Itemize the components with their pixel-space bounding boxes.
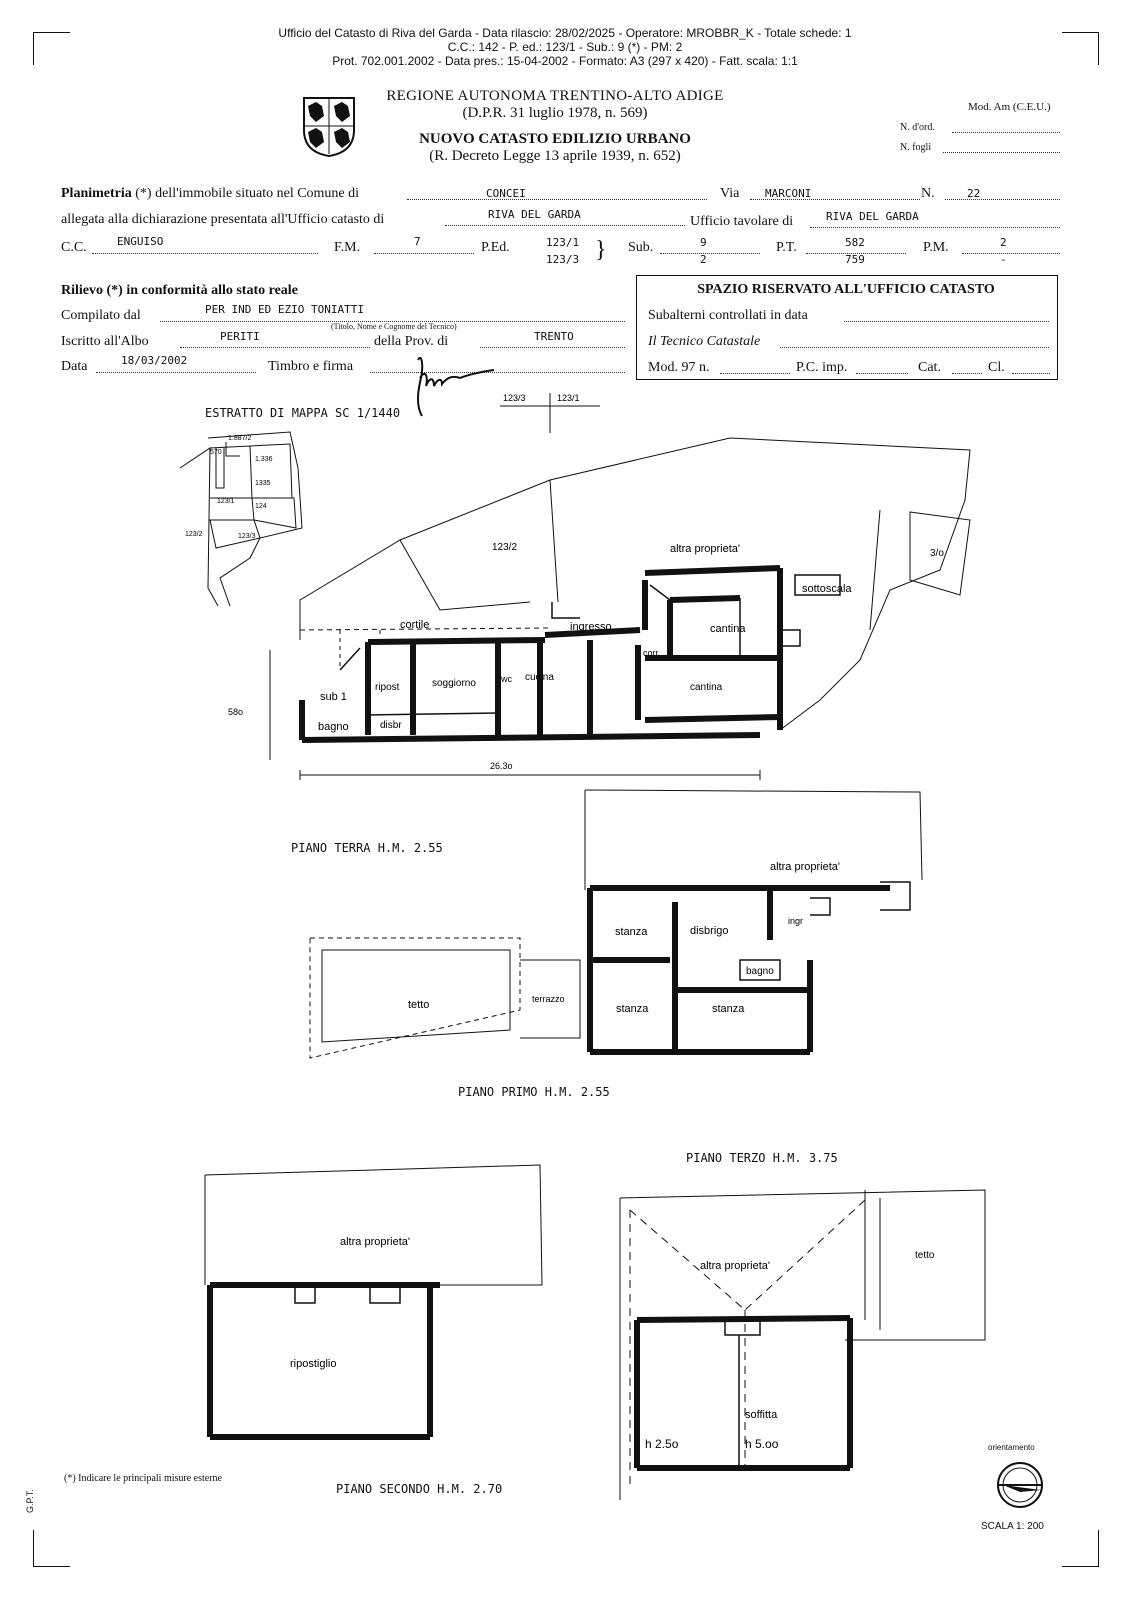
planimetria-row [61, 186, 359, 202]
catasto-title: NUOVO CATASTO EDILIZIO URBANO [419, 131, 691, 147]
room-bagno: bagno [746, 966, 774, 977]
footer-note: (*) Indicare le principali misure esterne [64, 1473, 222, 1484]
room-cantina-2: cantina [690, 682, 723, 693]
parcel-label-1: 570 [210, 449, 222, 456]
sub-value-1: 9 [700, 236, 707, 249]
pm-line [962, 253, 1060, 254]
compass-icon [995, 1460, 1045, 1510]
albo-value: PERITI [220, 330, 260, 343]
comune-value: CONCEI [486, 187, 526, 200]
corner-mark-tl [33, 32, 70, 65]
parcel-label-0: 1.887/2 [228, 435, 252, 442]
room-altra-proprieta: altra proprieta' [670, 543, 740, 555]
parcel-label-7: 123/3 [238, 533, 256, 540]
header-line-2: C.C.: 142 - P. ed.: 123/1 - Sub.: 9 (*) - PM: 2 [447, 40, 683, 54]
label-piano-primo: PIANO PRIMO H.M. 2.55 [458, 1085, 610, 1099]
room-altra-proprieta: altra proprieta' [770, 861, 840, 873]
fm-value: 7 [414, 235, 421, 248]
cc-label: C.C. [61, 240, 87, 255]
header-line-3: Prot. 702.001.2002 - Data pres.: 15-04-2002 - Formato: A3 (297 x 420) - Fatt. scala: 1:1 [332, 54, 798, 68]
corner-mark-bl [33, 1530, 70, 1567]
comune-line [407, 199, 707, 200]
fm-line [374, 253, 474, 254]
cl-label: Cl. [988, 360, 1005, 375]
tavolare-line [810, 227, 1060, 228]
via-value: MARCONI [765, 187, 812, 200]
corner-mark-tr [1062, 32, 1099, 65]
pm-value-1: 2 [1000, 236, 1007, 249]
n-fogli-label: N. fogli [900, 142, 932, 153]
header-line-1: Ufficio del Catasto di Riva del Garda - Data rilascio: 28/02/2025 - Operatore: MROBBR_K - Totale schede: 1 [278, 26, 852, 40]
label-piano-terzo: PIANO TERZO H.M. 3.75 [686, 1151, 838, 1165]
room-soggiorno: soggiorno [432, 678, 476, 689]
n-ord-label: N. d'ord. [900, 122, 935, 133]
room-altra-proprieta: altra proprieta' [700, 1260, 770, 1272]
room-stanza-3: stanza [712, 1003, 745, 1015]
cc-line [92, 253, 318, 254]
plan-piano-terra [228, 430, 1010, 810]
estratto-label: ESTRATTO DI MAPPA SC 1/1440 [205, 406, 401, 420]
room-sub1: sub 1 [320, 691, 347, 703]
scala-label: SCALA 1: 200 [981, 1521, 1044, 1532]
plan-piano-secondo [200, 1155, 550, 1455]
label-piano-terra: PIANO TERRA H.M. 2.55 [291, 841, 443, 855]
dim-vertical: 58o [228, 707, 244, 717]
albo-line [180, 347, 370, 348]
ufficio-catasto-value: RIVA DEL GARDA [488, 208, 581, 221]
parcel-label-6: 123/2 [185, 531, 203, 538]
height-low: h 2.5o [645, 1437, 679, 1451]
pm-value-2: - [1000, 253, 1007, 266]
rilievo-heading: Rilievo (*) in conformità allo stato reale [61, 283, 298, 298]
compilato-label: Compilato dal [61, 308, 141, 323]
room-bagno: bagno [318, 721, 349, 733]
provincia-value: TRENTO [534, 330, 574, 343]
room-stanza-2: stanza [616, 1003, 649, 1015]
room-soffitta: soffitta [745, 1409, 778, 1421]
pt-label: P.T. [776, 240, 797, 255]
room-tetto: tetto [408, 999, 430, 1011]
dpr-line: (D.P.R. 31 luglio 1978, n. 569) [462, 105, 648, 121]
tecnico-label: Il Tecnico Catastale [648, 334, 761, 349]
pt-value-1: 582 [845, 236, 865, 249]
room-cucina: cucina [525, 672, 554, 683]
parcel-3o: 3/o [930, 548, 944, 559]
data-value: 18/03/2002 [121, 354, 188, 367]
pt-value-2: 759 [845, 253, 865, 266]
parcel-label-4: 123/1 [217, 498, 235, 505]
mod-label: Mod. Am (C.E.U.) [968, 101, 1051, 113]
room-terrazzo: terrazzo [532, 994, 565, 1004]
coat-of-arms-icon [302, 96, 356, 158]
allegata-label: allegata alla dichiarazione presentata all'Ufficio catasto di [61, 212, 385, 227]
pm-label: P.M. [923, 240, 949, 255]
room-cortile: cortile [400, 619, 430, 631]
room-cantina-1: cantina [710, 623, 746, 635]
planimetria-text: (*) dell'immobile situato nel Comune di [135, 186, 360, 201]
cc-value: ENGUISO [117, 235, 164, 248]
n-fogli-line [943, 152, 1060, 153]
room-tetto: tetto [915, 1250, 935, 1261]
corner-mark-br [1062, 1530, 1099, 1567]
room-ingresso: ingresso [570, 621, 612, 633]
parcel-label-2: 1.336 [255, 456, 273, 463]
numero-line [945, 199, 1060, 200]
ped-label: P.Ed. [481, 240, 510, 255]
ped-value-2: 123/3 [546, 253, 580, 266]
ufficio-catasto-line [445, 225, 685, 226]
title-block [370, 88, 740, 165]
tavolare-label: Ufficio tavolare di [690, 214, 794, 229]
pcimp-label: P.C. imp. [796, 360, 848, 375]
cat-line [952, 373, 982, 374]
ped-value-1: 123/1 [546, 236, 580, 249]
room-sottoscala: sottoscala [802, 583, 852, 595]
region-title: REGIONE AUTONOMA TRENTINO-ALTO ADIGE [386, 88, 724, 104]
room-ripostiglio: ripostiglio [290, 1358, 337, 1370]
plan-piano-primo [310, 790, 930, 1080]
dim-horizontal: 26.3o [490, 761, 513, 771]
planimetria-label: Planimetria [61, 186, 132, 201]
data-line [96, 372, 256, 373]
ped-brace: } [595, 237, 607, 263]
n-ord-line [952, 132, 1060, 133]
prov-label: della Prov. di [374, 334, 449, 349]
via-label: Via [720, 186, 740, 201]
timbro-label: Timbro e firma [268, 359, 354, 374]
ufficio-tavolare-value: RIVA DEL GARDA [826, 210, 919, 223]
data-label: Data [61, 359, 88, 374]
gpt-label: G.P.T. [25, 1489, 35, 1513]
mod97-label: Mod. 97 n. [648, 360, 710, 375]
titolo-note: (Titolo, Nome e Cognome del Tecnico) [331, 322, 457, 331]
room-corr: corr. [643, 648, 661, 658]
marker-left-label: 123/3 [503, 393, 526, 403]
sub-label: Sub. [628, 240, 654, 255]
cat-label: Cat. [918, 360, 941, 375]
marker-right-label: 123/1 [557, 393, 580, 403]
orientamento-label: orientamento [988, 1443, 1035, 1452]
room-ingr: ingr [788, 916, 804, 926]
sub-value-2: 2 [700, 253, 707, 266]
cl-line [1012, 373, 1050, 374]
room-stanza-1: stanza [615, 926, 648, 938]
room-disbrigo: disbrigo [690, 925, 729, 937]
room-disbr: disbr [380, 720, 402, 731]
numero-value: 22 [967, 187, 981, 200]
decreto-line: (R. Decreto Legge 13 aprile 1939, n. 652) [429, 148, 681, 164]
header-info [120, 26, 1010, 68]
room-altra-proprieta: altra proprieta' [340, 1236, 410, 1248]
parcel-label-3: 1335 [255, 480, 271, 487]
fm-label: F.M. [334, 240, 361, 255]
parcel-123-2: 123/2 [492, 542, 518, 553]
room-ripost: ripost [375, 682, 400, 693]
tecnico-line [780, 347, 1049, 348]
iscritto-label: Iscritto all'Albo [61, 334, 149, 349]
prov-line [480, 347, 625, 348]
numero-label: N. [921, 186, 935, 201]
sub-line [660, 253, 760, 254]
signature-icon [410, 348, 500, 420]
mod97-line [720, 373, 790, 374]
label-piano-secondo: PIANO SECONDO H.M. 2.70 [336, 1482, 503, 1496]
riservato-title: SPAZIO RISERVATO ALL'UFFICIO CATASTO [697, 282, 995, 297]
compilato-value: PER IND ED EZIO TONIATTI [205, 303, 364, 316]
pcimp-line [856, 373, 908, 374]
room-wc: wc [501, 674, 512, 684]
height-high: h 5.oo [745, 1437, 779, 1451]
plan-piano-terzo [615, 1170, 995, 1510]
parcel-label-5: 124 [255, 503, 267, 510]
subalterni-line [844, 321, 1049, 322]
subalterni-label: Subalterni controllati in data [648, 308, 808, 323]
